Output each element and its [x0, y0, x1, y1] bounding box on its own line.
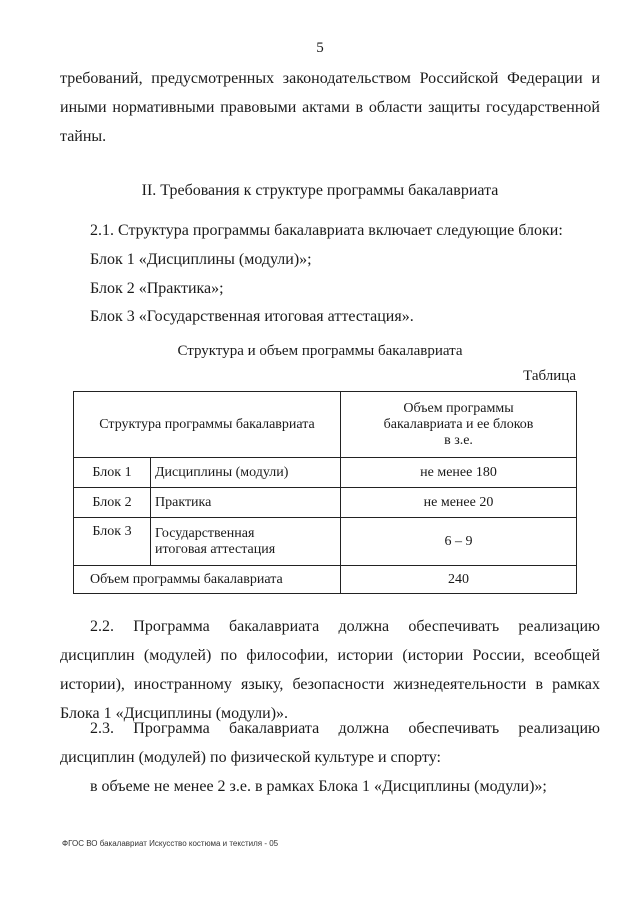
- intro-paragraph: требований, предусмотренных законодательством Российской Федерации и иными нормативными правовыми актами в области защиты государственной тайны.: [60, 70, 600, 145]
- total-value-cell: 240: [341, 566, 577, 594]
- table-row: [74, 518, 577, 566]
- row-volume-cell: 6 – 9: [341, 518, 577, 566]
- structure-table: [73, 391, 577, 594]
- item-2-2: 2.2. Программа бакалавриата должна обеспечивать реализацию дисциплин (модулей) по философии, истории (истории России, всеобщей истории), иностранному языку, безопасности жизнедеятельности в рамках Блока 1 «Дисциплины (модули)».: [60, 618, 600, 722]
- row-name-cell: Практика: [151, 488, 341, 518]
- table-total-row: [74, 566, 577, 594]
- block-2-line: Блок 2 «Практика»;: [90, 280, 224, 297]
- item-2-3-detail: в объеме не менее 2 з.е. в рамках Блока 1 «Дисциплины (модули)»;: [90, 778, 547, 795]
- page-number: 5: [316, 40, 324, 56]
- row-block-cell: Блок 3: [74, 518, 151, 566]
- row-block-cell: Блок 2: [74, 488, 151, 518]
- table-header-row: [74, 392, 577, 458]
- section-title: II. Требования к структуре программы бакалавриата: [141, 182, 499, 199]
- block-3-line: Блок 3 «Государственная итоговая аттестация».: [90, 308, 414, 325]
- table-caption: Структура и объем программы бакалавриата: [177, 343, 463, 359]
- table-row: [74, 458, 577, 488]
- row-name-cell: Государственная итоговая аттестация: [151, 518, 341, 566]
- header-volume: Объем программы бакалавриата и ее блоков в з.е.: [341, 392, 577, 458]
- row-volume-cell: не менее 20: [341, 488, 577, 518]
- footer-note: ФГОС ВО бакалавриат Искусство костюма и текстиля - 05: [62, 839, 279, 848]
- table-row: [74, 488, 577, 518]
- row-block-cell: Блок 1: [74, 458, 151, 488]
- row-volume-cell: не менее 180: [341, 458, 577, 488]
- total-label-cell: Объем программы бакалавриата: [74, 566, 341, 594]
- item-2-1: 2.1. Структура программы бакалавриата включает следующие блоки:: [90, 222, 563, 239]
- row-name-cell: Дисциплины (модули): [151, 458, 341, 488]
- item-2-3: 2.3. Программа бакалавриата должна обеспечивать реализацию дисциплин (модулей) по физической культуре и спорту:: [60, 720, 600, 766]
- block-1-line: Блок 1 «Дисциплины (модули)»;: [90, 251, 312, 268]
- table-label: Таблица: [523, 368, 576, 384]
- header-structure: Структура программы бакалавриата: [74, 392, 341, 458]
